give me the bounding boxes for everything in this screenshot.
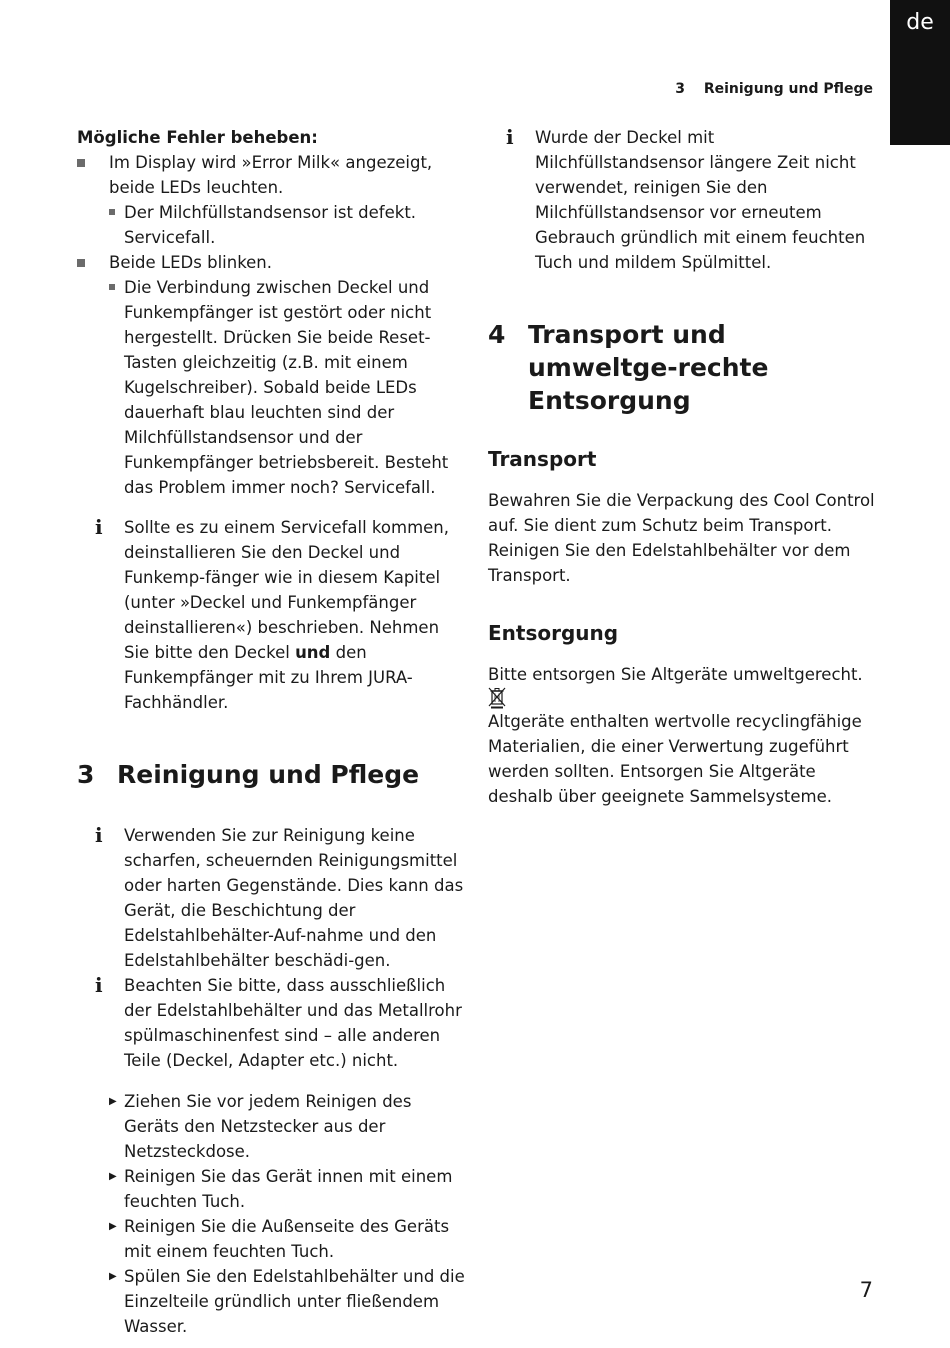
info-note-service: [77, 515, 467, 715]
section-number: 4: [488, 320, 506, 349]
info-note-text: Sollte es zu einem Servicefall kommen, deinstallieren Sie den Deckel und Funkemp-fänger wie in diesem Kapitel (unter »Deckel und Funkempfänger deinstallieren«) beschrieben. Nehmen Sie bitte den Deckel und den Funkempfänger mit zu Ihrem JURA-Fachhändler.: [124, 518, 449, 712]
info-note-cleaning-1: [77, 823, 467, 973]
crossed-out-bin-icon: [488, 687, 506, 709]
square-bullet-icon: [77, 259, 85, 267]
fault-cause-text: Der Milchfüllstandsensor ist defekt. Servicefall.: [124, 203, 417, 247]
left-column: [77, 125, 467, 1339]
section-number: 3: [77, 760, 95, 789]
right-column: [488, 125, 883, 809]
fault-cause-1: [77, 200, 467, 250]
step-text: Reinigen Sie die Außenseite des Geräts mit einem feuchten Tuch.: [124, 1217, 450, 1261]
fault-text: Im Display wird »Error Milk« angezeigt, beide LEDs leuchten.: [109, 153, 433, 197]
info-note-text: Wurde der Deckel mit Milchfüllstandsensor längere Zeit nicht verwendet, reinigen Sie den Milchfüllstandsensor vor erneutem Gebrauch gründlich mit einem feuchten Tuch und mildem Spülmittel.: [535, 128, 866, 272]
info-icon: i: [95, 515, 103, 539]
info-note-text: Beachten Sie bitte, dass ausschließlich der Edelstahlbehälter und das Metallrohr spülmaschinenfest sind – alle anderen Teile (Deckel, Adapter etc.) nicht.: [124, 976, 462, 1070]
page-number: 7: [859, 1278, 873, 1302]
section-4-heading: [488, 318, 883, 417]
disposal-heading: Entsorgung: [488, 621, 619, 645]
step-item: [77, 1264, 467, 1339]
fault-item-1: [77, 150, 467, 200]
square-bullet-icon: [109, 209, 115, 215]
info-icon: i: [95, 823, 103, 847]
triangle-arrow-icon: ▶: [109, 1096, 117, 1107]
disposal-text: Altgeräte enthalten wertvolle recyclingfähige Materialien, die einer Verwertung zugeführt werden sollten. Entsorgen Sie Altgeräte deshalb über geeignete Sammelsysteme.: [488, 712, 862, 806]
step-item: [77, 1214, 467, 1264]
section-3-heading: [77, 758, 467, 791]
info-note-text: Verwenden Sie zur Reinigung keine scharfen, scheuernden Reinigungsmittel oder harten Gegenstände. Dies kann das Gerät, die Beschichtung der Edelstahlbehälter-Auf-nahme und den Edelstahlbehälter beschädi-gen.: [124, 826, 464, 970]
faults-heading: Mögliche Fehler beheben:: [77, 128, 318, 147]
fault-cause-2: [77, 275, 467, 500]
cleaning-steps: [77, 1089, 467, 1339]
fault-item-2: [77, 250, 467, 275]
triangle-arrow-icon: ▶: [109, 1271, 117, 1282]
info-note-sensor: [488, 125, 883, 275]
section-title: Transport und umweltge-rechte Entsorgung: [528, 320, 769, 415]
step-text: Reinigen Sie das Gerät innen mit einem feuchten Tuch.: [124, 1167, 453, 1211]
fault-text: Beide LEDs blinken.: [109, 253, 273, 272]
info-icon: i: [95, 973, 103, 997]
disposal-text: Bitte entsorgen Sie Altgeräte umweltgerecht.: [488, 665, 863, 684]
step-text: Ziehen Sie vor jedem Reinigen des Geräts den Netzstecker aus der Netzsteckdose.: [124, 1092, 412, 1161]
transport-text: Bewahren Sie die Verpackung des Cool Control auf. Sie dient zum Schutz beim Transport. Reinigen Sie den Edelstahlbehälter vor dem Transport.: [488, 491, 875, 585]
square-bullet-icon: [77, 159, 85, 167]
step-item: [77, 1089, 467, 1164]
triangle-arrow-icon: ▶: [109, 1221, 117, 1232]
emphasis-text: und: [295, 643, 331, 662]
info-note-cleaning-2: [77, 973, 467, 1073]
info-icon: i: [506, 125, 514, 149]
fault-cause-text: Die Verbindung zwischen Deckel und Funkempfänger ist gestört oder nicht hergestellt. Drücken Sie beide Reset-Tasten gleichzeitig (z.B. mit einem Kugelschreiber). Sobald beide LEDs dauerhaft blau leuchten sind der Milchfüllstandsensor und der Funkempfänger betriebsbereit. Besteht das Problem immer noch? Servicefall.: [124, 278, 449, 497]
running-header: [675, 81, 873, 97]
square-bullet-icon: [109, 284, 115, 290]
section-title: Reinigung und Pflege: [117, 760, 420, 789]
header-chapter-number: 3: [675, 81, 685, 97]
step-text: Spülen Sie den Edelstahlbehälter und die Einzelteile gründlich unter fließendem Wasser.: [124, 1267, 465, 1336]
transport-heading: Transport: [488, 447, 597, 471]
language-tab: de: [890, 0, 950, 145]
triangle-arrow-icon: ▶: [109, 1171, 117, 1182]
header-chapter-title: Reinigung und Pflege: [703, 81, 873, 97]
step-item: [77, 1164, 467, 1214]
